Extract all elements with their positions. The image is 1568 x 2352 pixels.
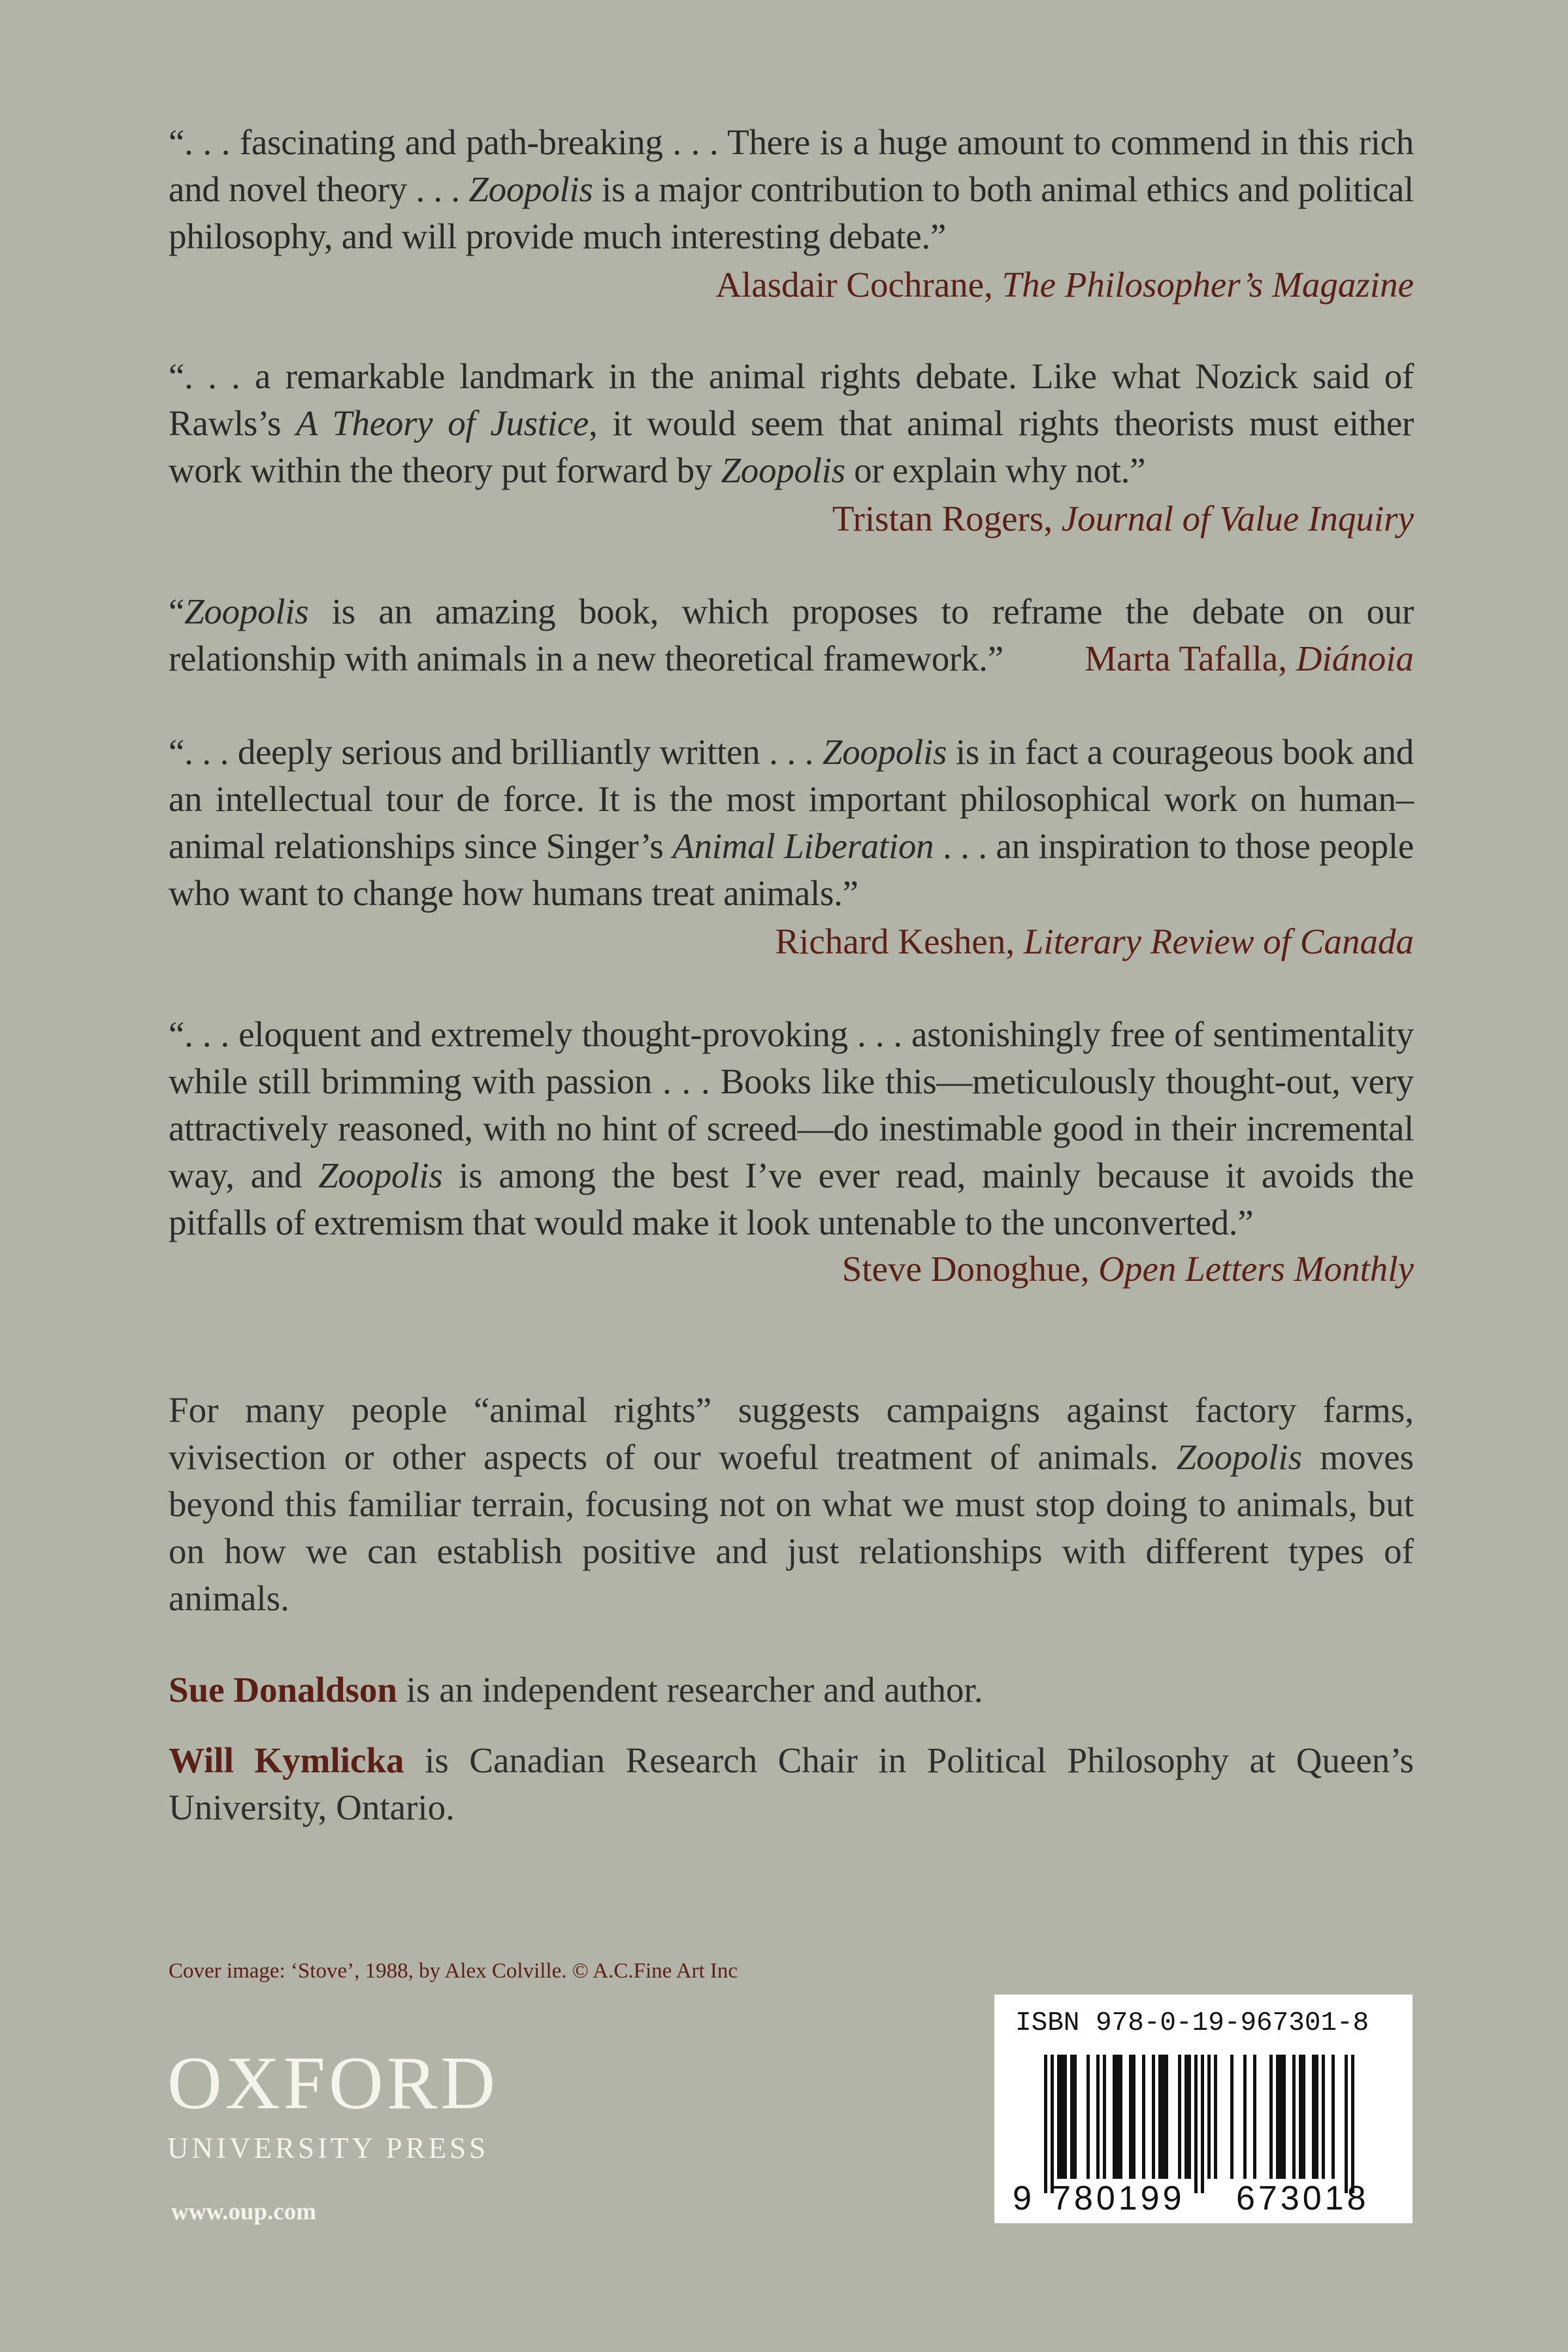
barcode-bar xyxy=(1129,2055,1132,2179)
review-source: Literary Review of Canada xyxy=(1023,921,1414,961)
barcode-bar xyxy=(1315,2055,1318,2179)
barcode-bar xyxy=(1279,2055,1282,2179)
barcode-guard-bar xyxy=(1051,2055,1054,2193)
ean-first-digit: 9 xyxy=(1013,2179,1032,2217)
barcode-bar xyxy=(1269,2055,1273,2179)
review-author: Tristan Rogers xyxy=(832,499,1044,538)
review-attribution: Marta Tafalla, Diánoia xyxy=(1085,638,1414,678)
author-name: Will Kymlicka xyxy=(169,1740,404,1780)
barcode-bar xyxy=(1302,2055,1305,2179)
cover-image-credit: Cover image: ‘Stove’, 1988, by Alex Colville. © A.C.Fine Art Inc xyxy=(169,1959,738,1983)
ean-right-group: 673018 xyxy=(1236,2179,1369,2217)
review-quote: “. . . deeply serious and brilliantly written . . . Zoopolis is in fact a courageous book and an intellectual tour de force. It is the most important philosophical work on human–animal relationships since Singer’s Animal Liberation . . . an inspiration to those people who want to change how humans treat animals.” xyxy=(169,732,1414,913)
barcode-bar xyxy=(1162,2055,1165,2179)
barcode-bar xyxy=(1207,2055,1211,2179)
barcode-bar xyxy=(1116,2055,1119,2179)
barcode-bar xyxy=(1165,2055,1168,2179)
barcode-bar xyxy=(1243,2055,1247,2179)
author-name: Sue Donaldson xyxy=(169,1670,398,1710)
barcode-bar xyxy=(1282,2055,1286,2179)
barcode-bar xyxy=(1276,2055,1279,2179)
review-quote: “. . . a remarkable landmark in the animal rights debate. Like what Nozick said of Rawls’s A Theory of Justice, it would seem that animal rights theorists must either work within the theory put forward by Zoopolis or explain why not.” xyxy=(169,356,1414,490)
barcode-bar xyxy=(1103,2055,1106,2179)
barcode-bar xyxy=(1096,2055,1100,2179)
barcode-bar xyxy=(1184,2055,1188,2179)
review-author: Steve Donoghue xyxy=(841,1249,1081,1289)
barcode-bar xyxy=(1158,2055,1162,2179)
barcode-bar xyxy=(1086,2055,1090,2179)
barcode-bar xyxy=(1142,2055,1145,2179)
author-bio-text: is an independent researcher and author. xyxy=(397,1670,983,1710)
publisher-name: OXFORD xyxy=(167,2042,498,2125)
author-bio xyxy=(169,1666,1414,1714)
barcode-bar xyxy=(1073,2055,1077,2179)
publisher-website: www.oup.com xyxy=(171,2198,317,2225)
review-quote: “Zoopolis is an amazing book, which proposes to reframe the debate on our relationship with animals in a new theoretical framework.” xyxy=(169,591,1414,678)
barcode-bar xyxy=(1064,2055,1067,2179)
review-source: Diánoia xyxy=(1296,638,1414,678)
barcode-bar xyxy=(1060,2055,1064,2179)
review-quote: “. . . fascinating and path-breaking . . . There is a huge amount to commend in this rich and novel theory . . . Zoopolis is a major contribution to both animal ethics and political philosophy, and will provide much interesting debate.” xyxy=(169,122,1414,256)
barcode-guard-bar xyxy=(1351,2055,1354,2193)
barcode-bar xyxy=(1292,2055,1296,2179)
review-author: Marta Tafalla xyxy=(1085,638,1279,678)
barcode-guard-bar xyxy=(1201,2055,1204,2193)
review-attribution: Tristan Rogers, Journal of Value Inquiry xyxy=(832,499,1414,538)
publisher-subtitle: UNIVERSITY PRESS xyxy=(167,2132,489,2164)
ean-left-group: 780199 xyxy=(1052,2179,1185,2217)
barcode-bar xyxy=(1214,2055,1217,2179)
barcode-bar xyxy=(1152,2055,1155,2179)
barcode-bar xyxy=(1070,2055,1073,2179)
publisher-logo xyxy=(167,2042,498,2164)
isbn-barcode xyxy=(994,1995,1413,2223)
barcode-bar xyxy=(1322,2055,1325,2179)
review-author: Richard Keshen xyxy=(775,921,1006,961)
isbn-label: ISBN 978-0-19-967301-8 xyxy=(1015,2008,1369,2038)
barcode-guard-bar xyxy=(1345,2055,1348,2193)
barcode-bar xyxy=(1113,2055,1116,2179)
barcode-bar xyxy=(1119,2055,1122,2179)
barcode-bar xyxy=(1230,2055,1233,2179)
barcode-bar xyxy=(1188,2055,1191,2179)
review-quote: “. . . eloquent and extremely thought-provoking . . . astonishingly free of sentimentality while still brimming with passion . . . Books like this—meticulously thought-out, very attractively reasoned, with no hint of screed—do inestimable good in their incremental way, and Zoopolis is among the best I’ve ever read, mainly because it avoids the pitfalls of extremism that would make it look untenable to the unconverted.” xyxy=(169,1014,1414,1242)
barcode-bar xyxy=(1057,2055,1060,2179)
review-source: Open Letters Monthly xyxy=(1098,1249,1414,1289)
barcode-bar xyxy=(1132,2055,1135,2179)
barcode-bar xyxy=(1253,2055,1256,2179)
barcode-bar xyxy=(1312,2055,1315,2179)
review-author: Alasdair Cochrane xyxy=(715,265,985,305)
barcode-bar xyxy=(1178,2055,1181,2179)
barcode-bar xyxy=(1299,2055,1302,2179)
book-description: For many people “animal rights” suggests campaigns against factory farms, vivisection or other aspects of our woeful treatment of animals. Zoopolis moves beyond this familiar terrain, focusing not on what we must stop doing to animals, but on how we can establish positive and just relationships with different types of animals. xyxy=(169,1390,1414,1618)
review-attribution: Alasdair Cochrane, The Philosopher’s Magazine xyxy=(715,265,1414,305)
barcode-bar xyxy=(1331,2055,1335,2179)
review-source: The Philosopher’s Magazine xyxy=(1002,265,1414,305)
barcode-guard-bar xyxy=(1044,2055,1047,2193)
barcode-guard-bar xyxy=(1194,2055,1198,2193)
author-bio-text: is Canadian Research Chair in Political Philosophy at Queen’s University, Ontario. xyxy=(169,1740,1414,1827)
review-attribution: Steve Donoghue, Open Letters Monthly xyxy=(841,1249,1414,1289)
author-bio xyxy=(169,1737,1414,1831)
review-attribution: Richard Keshen, Literary Review of Canada xyxy=(775,921,1414,961)
review-source: Journal of Value Inquiry xyxy=(1061,499,1414,538)
